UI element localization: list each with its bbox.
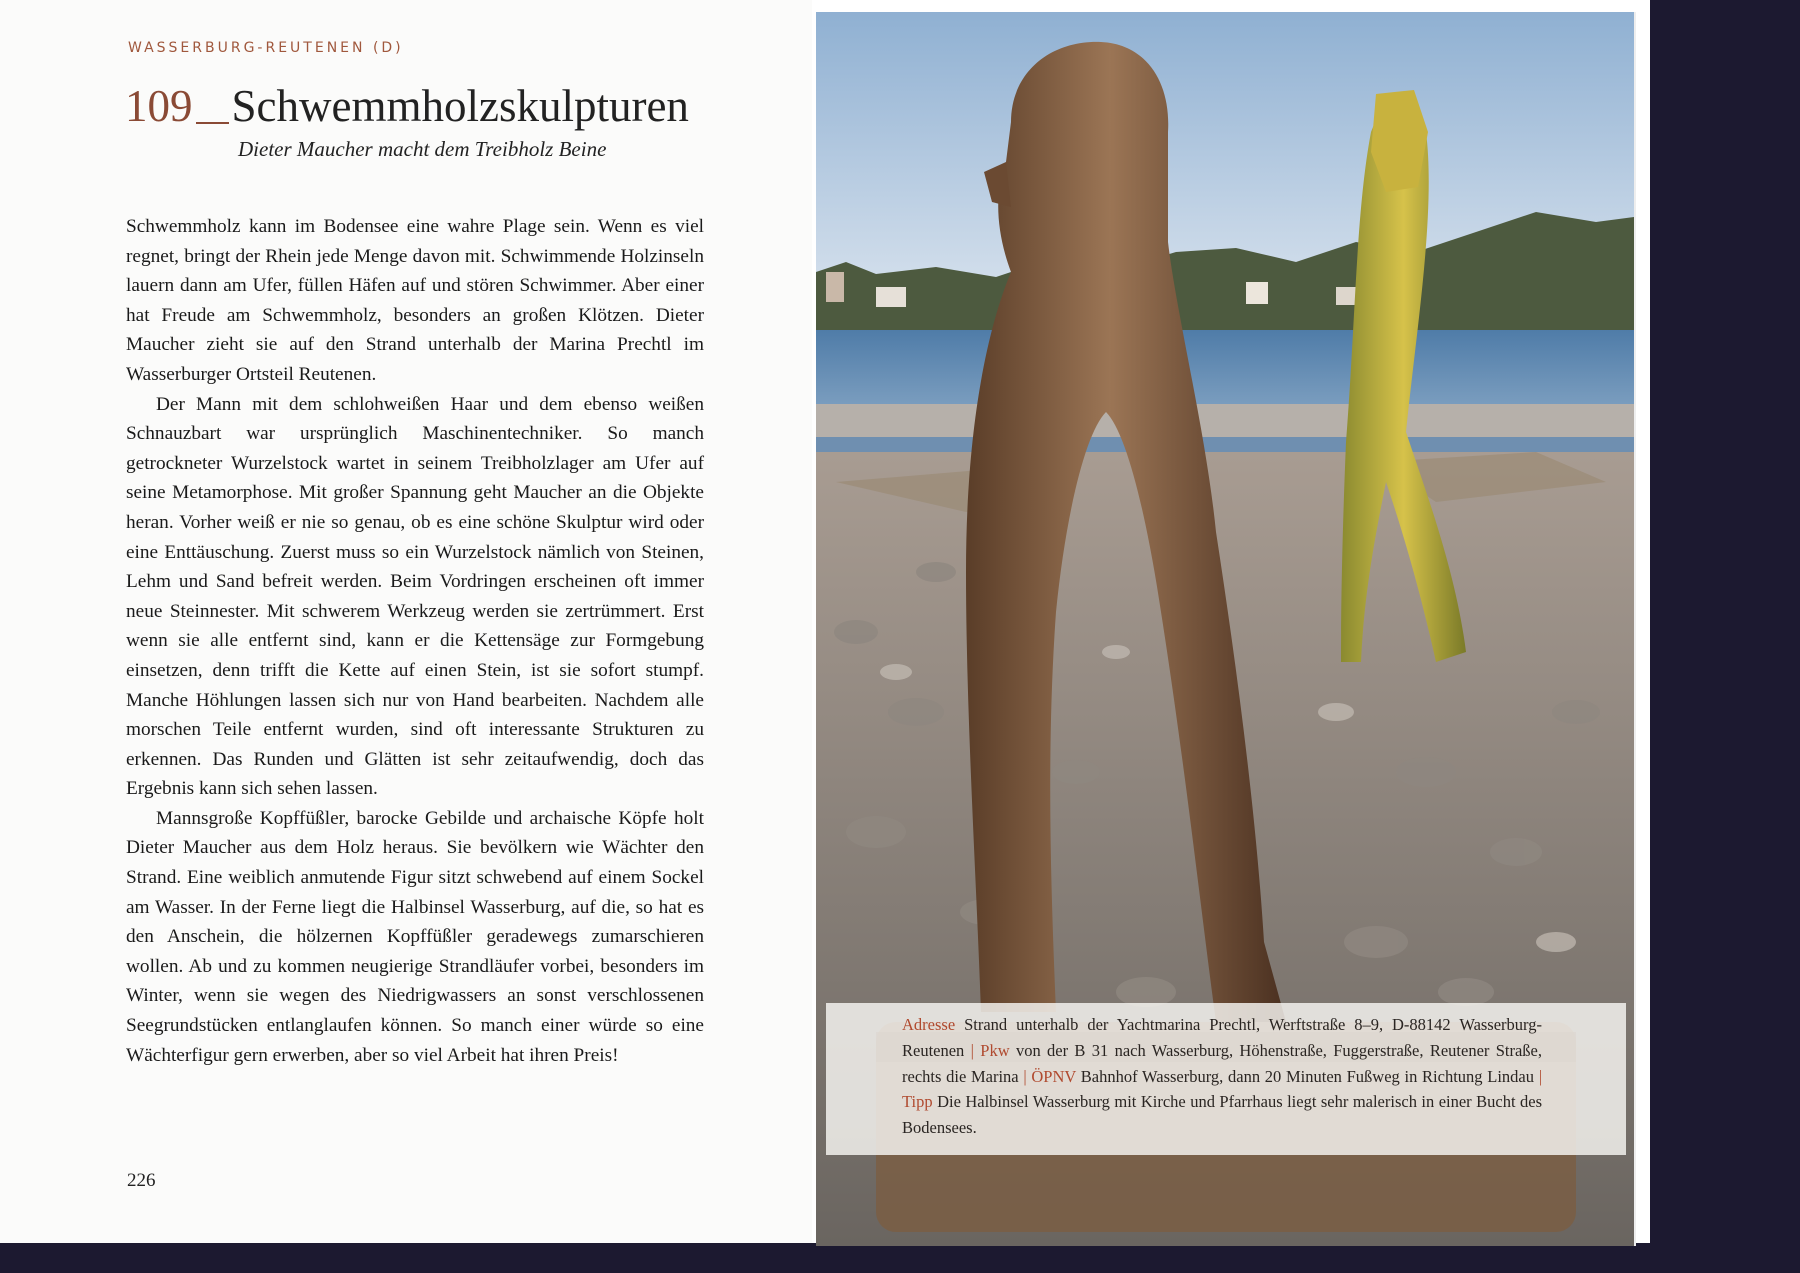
paragraph-1: Schwemmholz kann im Bodensee eine wahre Plage sein. Wenn es viel regnet, bringt der Rhein jede Menge davon mit. Schwimmende Holzinseln lauern dann am Ufer, füllen Häfen auf und stören Schwimmer. Aber einer hat Freude am Schwemmholz, besonders an großen Klötzen. Dieter Maucher zieht sie auf den Strand unterhalb der Marina Prechtl im Wasserburger Ortsteil Reutenen. — [126, 216, 704, 385]
title-separator — [196, 122, 229, 124]
page-number: 226 — [127, 1170, 156, 1191]
info-text — [902, 1012, 1542, 1141]
tip-text: Die Halbinsel Wasserburg mit Kirche und Pfarrhaus liegt sehr malerisch in einer Bucht des Bodensees. — [902, 1092, 1543, 1138]
car-label: Pkw — [980, 1040, 1010, 1060]
transit-text: Bahnhof Wasserburg, dann 20 Minuten Fußweg in Richtung Lindau — [1080, 1066, 1534, 1086]
separator: | — [1023, 1066, 1027, 1086]
transit-label: ÖPNV — [1031, 1066, 1077, 1086]
tip-label: Tipp — [902, 1092, 933, 1112]
body-text — [126, 212, 704, 1070]
chapter-title — [125, 78, 689, 134]
address-label: Adresse — [902, 1015, 956, 1034]
left-page — [0, 0, 812, 1243]
chapter-number: 109 — [125, 81, 193, 131]
paragraph-2: Der Mann mit dem schlohweißen Haar und dem ebenso weißen Schnauzbart war ursprünglich Maschinentechniker. So manch getrockneter Wurzelstock wartet in seinem Treibholzlager am Ufer auf seine Metamorphose. Mit großer Spannung geht Maucher an die Objekte heran. Vorher weiß er nie so genau, ob es eine schöne Skulptur wird oder eine Enttäuschung. Zuerst muss so ein Wurzelstock nämlich von Steinen, Lehm und Sand befreit werden. Beim Vordringen erscheinen oft immer neue Steinnester. Mit schwerem Werkzeug werden sie zertrümmert. Erst wenn sie alle entfernt sind, kann er die Kettensäge zur Formgebung einsetzen, denn trifft die Kette auf einen Stein, ist sie sofort stumpf. Manche Höhlungen lassen sich nur von Hand bearbeiten. Nachdem alle morschen Teile entfernt wurden, sind oft interessante Strukturen zu erkennen. Das Runden und Glätten ist sehr zeitaufwendig, doch das Ergebnis kann sich sehen lassen. — [126, 393, 704, 800]
paragraph-3: Mannsgroße Kopffüßler, barocke Gebilde und archaische Köpfe holt Dieter Maucher aus dem Holz heraus. Sie bevölkern wie Wächter den Strand. Eine weiblich anmutende Figur sitzt schwebend auf einem Sockel am Wasser. In der Ferne liegt die Halbinsel Wasserburg, auf die, so hat es den Anschein, die hölzernen Kopffüßler geradewegs zumarschieren wollen. Ab und zu kommen neugierige Strandläufer vorbei, besonders im Winter, wenn sie wegen des Niedrigwassers an sonst verschlossenen Seegrundstücken entlanglaufen können. So manch einer würde so eine Wächterfigur gern erwerben, aber so viel Arbeit hat ihren Preis! — [126, 807, 704, 1066]
separator: | — [1538, 1066, 1543, 1086]
dark-background — [1650, 0, 1800, 1273]
location-header: WASSERBURG-REUTENEN (D) — [128, 40, 404, 56]
address-text: Strand unterhalb der Yachtmarina Prechtl, Werftstraße 8–9, D-88142 Wasserburg-Reutenen — [902, 1015, 1542, 1060]
chapter-heading: Schwemmholzskulpturen — [231, 81, 689, 131]
chapter-subtitle: Dieter Maucher macht dem Treibholz Beine — [238, 137, 607, 161]
car-text: von der B 31 nach Wasserburg, Höhenstraße, Fuggerstraße, Reutener Straße, rechts die Marina — [902, 1040, 1542, 1086]
separator: | — [970, 1040, 974, 1060]
bottom-dark-strip — [0, 1243, 1800, 1273]
